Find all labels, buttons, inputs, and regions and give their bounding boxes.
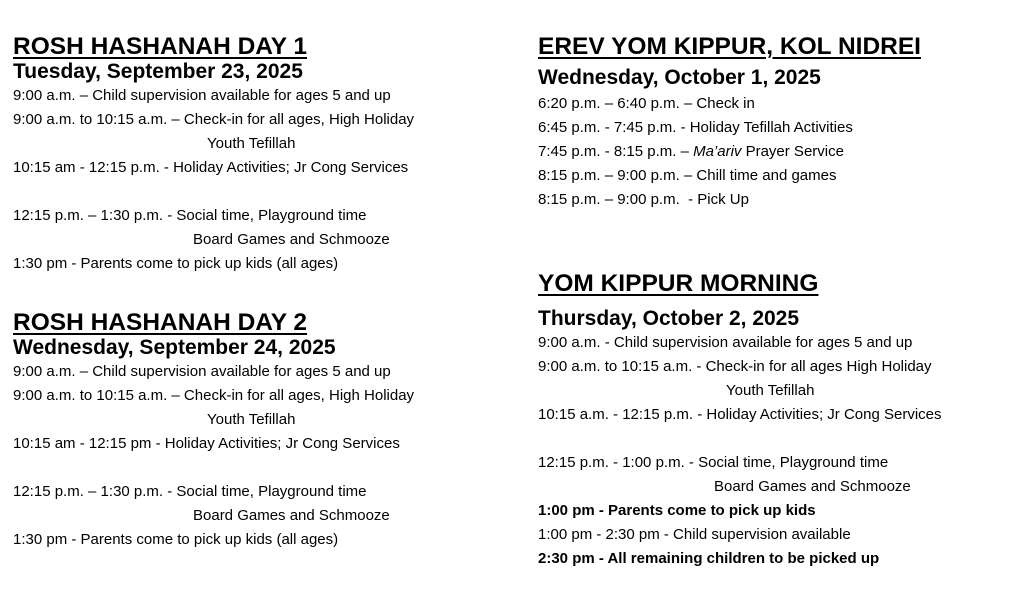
schedule-line-continued: Board Games and Schmooze [193, 507, 390, 524]
schedule-line: 9:00 a.m. to 10:15 a.m. – Check-in for all ages, High Holiday [13, 387, 415, 404]
schedule-line-continued: Youth Tefillah [207, 135, 296, 152]
schedule-activity: Prayer Service [741, 143, 844, 160]
section-yom-kippur-morning [538, 270, 942, 571]
schedule-time: 7:45 p.m. - 8:15 p.m. – [538, 143, 694, 160]
section-date: Thursday, October 2, 2025 [538, 307, 800, 330]
section-title: ROSH HASHANAH DAY 1 [13, 33, 308, 60]
schedule-line: 1:00 pm - Parents come to pick up kids [538, 502, 816, 519]
section-date: Tuesday, September 23, 2025 [13, 60, 303, 83]
schedule-line-continued: Board Games and Schmooze [193, 231, 390, 248]
schedule-line: 1:30 pm - Parents come to pick up kids (all ages) [13, 255, 339, 272]
section-title: ROSH HASHANAH DAY 2 [13, 309, 308, 336]
schedule-line: 10:15 a.m. - 12:15 p.m. - Holiday Activities; Jr Cong Services [538, 406, 942, 423]
schedule-line: 8:15 p.m. – 9:00 p.m. - Pick Up [538, 191, 749, 208]
schedule-line: 1:00 pm - 2:30 pm - Child supervision available [538, 526, 851, 543]
schedule-line: 9:00 a.m. - Child supervision available for ages 5 and up [538, 334, 913, 351]
schedule-line [538, 140, 921, 164]
schedule-line: 12:15 p.m. – 1:30 p.m. - Social time, Playground time [13, 483, 367, 500]
schedule-line: 10:15 am - 12:15 pm - Holiday Activities; Jr Cong Services [13, 435, 400, 452]
schedule-line: 12:15 p.m. - 1:00 p.m. - Social time, Playground time [538, 454, 889, 471]
schedule-line: 10:15 am - 12:15 p.m. - Holiday Activities; Jr Cong Services [13, 159, 409, 176]
schedule-line-continued: Youth Tefillah [726, 382, 815, 399]
maariv-term: Ma’ariv [693, 143, 742, 160]
section-date: Wednesday, October 1, 2025 [538, 66, 821, 89]
section-title: EREV YOM KIPPUR, KOL NIDREI [538, 33, 921, 60]
section-rosh-hashanah-day-1 [13, 33, 414, 276]
schedule-line-continued: Youth Tefillah [207, 411, 296, 428]
schedule-line: 9:00 a.m. to 10:15 a.m. – Check-in for all ages, High Holiday [13, 111, 415, 128]
section-date: Wednesday, September 24, 2025 [13, 336, 336, 359]
schedule-line: 9:00 a.m. to 10:15 a.m. - Check-in for all ages High Holiday [538, 358, 932, 375]
schedule-line: 12:15 p.m. – 1:30 p.m. - Social time, Playground time [13, 207, 367, 224]
schedule-line: 2:30 pm - All remaining children to be picked up [538, 550, 880, 567]
schedule-line: 6:20 p.m. – 6:40 p.m. – Check in [538, 95, 755, 112]
schedule-line: 6:45 p.m. - 7:45 p.m. - Holiday Tefillah Activities [538, 119, 853, 136]
schedule-line: 8:15 p.m. – 9:00 p.m. – Chill time and games [538, 167, 837, 184]
section-erev-yom-kippur [538, 33, 921, 212]
schedule-line-continued: Board Games and Schmooze [714, 478, 911, 495]
section-title: YOM KIPPUR MORNING [538, 270, 819, 297]
schedule-line: 9:00 a.m. – Child supervision available for ages 5 and up [13, 363, 391, 380]
section-rosh-hashanah-day-2 [13, 309, 414, 552]
schedule-line: 9:00 a.m. – Child supervision available for ages 5 and up [13, 87, 391, 104]
schedule-line: 1:30 pm - Parents come to pick up kids (all ages) [13, 531, 339, 548]
